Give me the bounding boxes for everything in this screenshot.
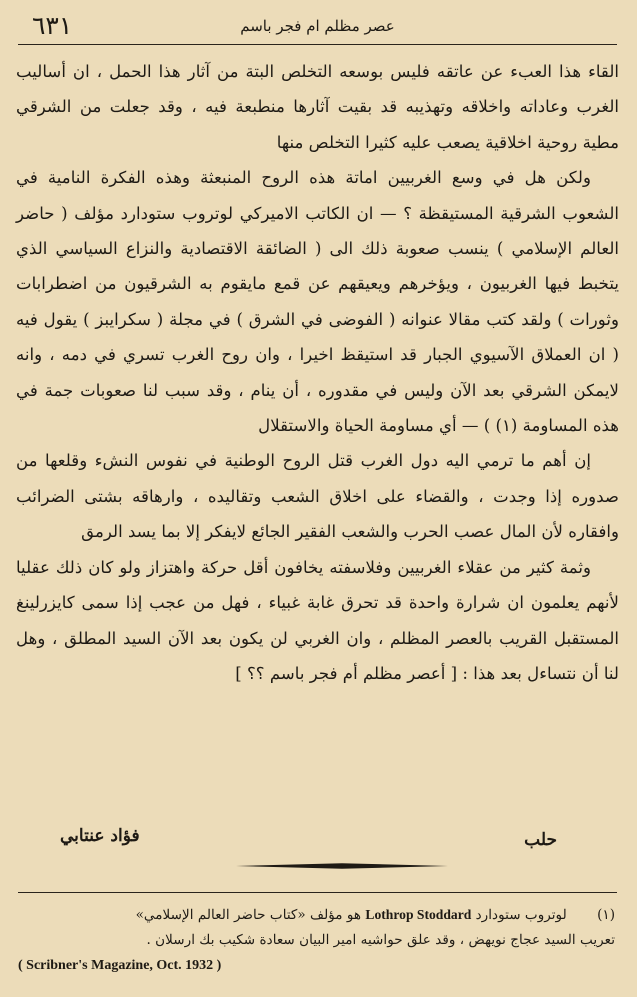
footnote-text: هو مؤلف «كتاب حاضر العالم الإسلامي» xyxy=(135,907,362,923)
article-body xyxy=(16,54,619,691)
page-number: ٦٣١ xyxy=(32,11,73,40)
signature-author: فؤاد عنتابي xyxy=(60,826,140,846)
ornament-divider xyxy=(236,862,448,870)
footnote-citation: ( Scribner's Magazine, Oct. 1932 ) xyxy=(18,958,222,973)
footnote-rule xyxy=(18,892,617,893)
paragraph: وثمة كثير من عقلاء الغربيين وفلاسفته يخافون أقل حركة واهتزاز ولو كان ذلك عقليا لأنهم يعلمون ان شرارة واحدة قد تحرق غابة غبياء ، فهل من عجب إذا سمى كايزرلينغ المستقبل القريب بالعصر المظلم ، وان الغربي لن يكون بعد الآن السيد المطلق ، وهل لنا أن نتساءل بعد هذا : [ أعصر مظلم أم فجر باسم ؟؟ ] xyxy=(16,557,619,683)
footnote-english-name: Lothrop Stoddard xyxy=(365,907,472,922)
signature-block xyxy=(60,826,557,858)
footnote-line: تعريب السيد عجاج نويهض ، وقد علق حواشيه امير البيان سعادة شكيب بك ارسلان . xyxy=(146,932,615,948)
page-header xyxy=(18,8,617,45)
footnote-line xyxy=(18,902,615,928)
running-title: عصر مظلم ام فجر باسم xyxy=(240,17,395,35)
paragraph: القاء هذا العبء عن عاتقه فليس بوسعه التخلص البتة من آثار هذا الحمل ، ان أساليب الغرب وعاداته واخلاقه وتهذيبه قد بقيت آثارها منطبعة فيه ، وقد جعلت من الشرقي مطية روحية اخلاقية يصعب عليه كثيرا التخلص منها xyxy=(16,62,619,152)
paragraph: إن أهم ما ترمي اليه دول الغرب قتل الروح الوطنية في نفوس النشء وقلعها من صدوره إذا وجدت ، والقضاء على اخلاق الشعب وتقاليده ، وارهاقه بشتى الضرائب وافقاره لأن المال عصب الحرب والشعب الفقير الجائع لايفكر إلا بما يسد الرمق xyxy=(16,451,619,542)
footnote-line xyxy=(18,953,615,978)
footnote-number: (١) xyxy=(597,907,615,923)
footnotes xyxy=(18,902,615,978)
footnote-text: لوتروب ستودارد xyxy=(475,907,567,923)
signature-city: حلب xyxy=(524,830,557,850)
paragraph: ولكن هل في وسع الغربيين اماتة هذه الروح المنبعثة وهذه الفكرة النامية في الشعوب الشرقية المستيقظة ؟ — ان الكاتب الاميركي لوتروب ستودارد مؤلف ( حاضر العالم الإسلامي ) ينسب صعوبة ذلك الى ( الضائقة الاقتصادية والنزاع السياسي الذي يتخبط فيها الغربيون ، ويؤخرهم ويعيقهم عن قمع مايقوم به الشرقيون من اضطرابات وثورات ) ولقد كتب مقالا عنوانه ( الفوضى في الشرق ) في مجلة ( سكرايبز ) يقول فيه ( ان العملاق الآسيوي الجبار قد استيقظ اخيرا ، وان روح الغرب تسري في دمه ، وانه لايمكن الشرقي بعد الآن وليس في مقدوره ، أن ينام ، وقد سبب لنا صعوبات جمة في هذه المساومة (١) ) — أي مساومة الحياة والاستقلال xyxy=(16,168,619,436)
